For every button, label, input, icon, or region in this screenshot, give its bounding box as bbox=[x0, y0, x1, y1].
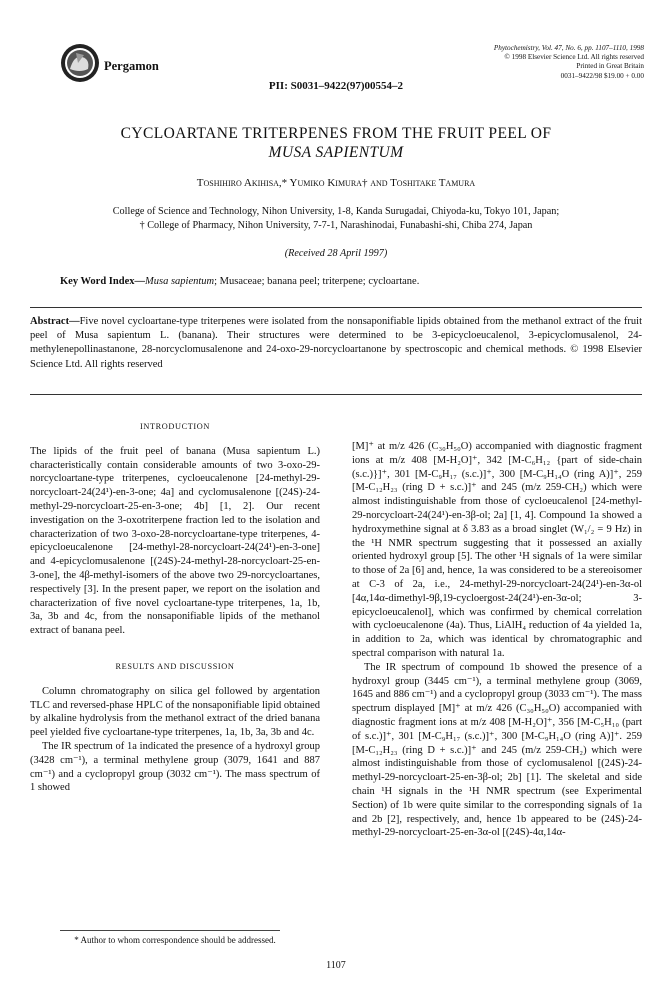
abstract-bottom-rule bbox=[30, 394, 642, 395]
page-number: 1107 bbox=[326, 960, 346, 971]
journal-copyright: © 1998 Elsevier Science Ltd. All rights reserved bbox=[504, 53, 644, 62]
affiliation-1: College of Science and Technology, Nihon University, 1-8, Kanda Surugadai, Chiyoda-ku, Tokyo 101, Japan; bbox=[112, 206, 560, 217]
abstract-text: Five novel cycloartane-type triterpenes were isolated from the nonsaponifiable lipids obtained from the methanol extract of the fruit peel of Musa sapientum L. (banana). Their structures were determined to be 3-epicycloeucalenol, 3-epicyclomusalenol, 24-methylenepollinastanone, 28-norcyclomusalenone and 24-oxo-29-norcycloartanone by spectroscopic and chemical methods. © 1998 Elsevier Science Ltd. All rights reserved bbox=[30, 316, 642, 370]
footnote-rule bbox=[60, 930, 280, 931]
abstract bbox=[30, 315, 642, 372]
received-date: (Received 28 April 1997) bbox=[284, 248, 388, 259]
section-heading-introduction: INTRODUCTION bbox=[140, 422, 210, 431]
results-paragraph-1: Column chromatography on silica gel followed by argentation TLC and reversed-phase HPLC of the nonsaponifiable lipid obtained by alkaline hydrolysis from the methanol extract of the dried banana peel yielded five cycloartane-type triterpenes, 1a, 1b, 3a, 3b and 4c. bbox=[30, 685, 320, 739]
keywords bbox=[60, 276, 620, 287]
journal-printed: Printed in Great Britain bbox=[576, 62, 644, 71]
title-line-2: MUSA SAPIENTUM bbox=[268, 144, 404, 161]
journal-citation: Phytochemistry, Vol. 47, No. 6, pp. 1107–1110, 1998 bbox=[493, 44, 644, 52]
keywords-label: Key Word Index— bbox=[60, 276, 145, 287]
publisher-name: Pergamon bbox=[104, 59, 159, 73]
introduction-paragraph: The lipids of the fruit peel of banana (Musa sapientum L.) characteristically contain considerable amounts of two 3-oxo-29-norcycloartane-type triterpenes, cycloeucalenone [24-methyl-29-norcycloart-24(24¹)-en-3-one; 4a] and cyclomusalenone [(24S)-24-methyl-29-norcycloart-25-en-3-one; 4b] [1, 2]. Our recent investigation on the 3-oxotriterpene fraction led to the isolation and characterization of two 3-oxo-28-norcycloartane-type triterpenes, 4-epicycloeucalenone [24-methyl-28-norcycloart-24(24¹)-en-3-one] and 4-epicyclomusalenone [(24S)-24-methyl-28-norcycloart-25-en-3-one], the 4β-methyl-isomers of the above two 29-norcycloartanes, respectively [3]. In the present paper, we report on the isolation and characterization of five novel cycloartane-type triterpenes, 1a, 1b, 3a, 3b and 4c, from the nonsaponifiable lipids of the methanol extract of banana peel. bbox=[30, 445, 320, 637]
left-column bbox=[30, 420, 320, 795]
results-paragraph-2: The IR spectrum of 1a indicated the presence of a hydroxyl group (3428 cm⁻¹), a terminal methylene group (3079, 1641 and 887 cm⁻¹) and a cyclopropyl group (3032 cm⁻¹). The mass spectrum of 1 showed bbox=[30, 740, 320, 794]
paper-title bbox=[40, 124, 632, 162]
right-column bbox=[352, 440, 642, 840]
footnote: * Author to whom correspondence should be addressed. bbox=[74, 935, 276, 945]
title-line-1: CYCLOARTANE TRITERPENES FROM THE FRUIT PEEL OF bbox=[120, 125, 552, 142]
right-paragraph-1: [M]⁺ at m/z 426 (C₃₀H₅₀O) accompanied with diagnostic fragment ions at m/z 408 [M-H₂O]⁺, 342 [M-C₆H₁₂ {part of side-chain (s.c.)}]⁺, 301 [M-C₉H₁₇ (s.c.)]⁺, 300 [M-C₉H₁₄O (ring A)]⁺, 259 [M-C₁₂H₂₃ (ring D + s.c.)]⁺ and 245 (m/z 259-CH₂) which were almost indistinguishable from those of cycloeucalenol [24-methyl-29-norcycloart-24(24¹)-en-3β-ol; 2a] [1, 4]. Compound 1a showed a hydroxymethine signal at δ 3.83 as a broad singlet (W₁/₂ = 9 Hz) in the ¹H NMR spectrum suggesting that it possessed an axially oriented hydroxyl group [5]. The other ¹H signals of 1a were similar to those of 2a [6] and, hence, 1a was considered to be a stereoisomer at C-3 of 2a, i.e., 24-methyl-29-norcycloart-24(24¹)-en-3α-ol [4α,14α-dimethyl-9β,19-cycloergost-24(24¹)-en-3α-ol; 3-epicycloeucalenol], which was confirmed by chemical correlation with cycloeucalenone (4a). Thus, LiAlH₄ reduction of 4a yielded 1a, in addition to 2a, which was identical by chromatographic and spectral comparison with natural 1a. bbox=[352, 441, 642, 659]
affiliation-2: † College of Pharmacy, Nihon University, 7-7-1, Narashinodai, Funabashi-shi, Chiba 274, Japan bbox=[139, 219, 533, 231]
section-heading-results: RESULTS AND DISCUSSION bbox=[115, 661, 235, 671]
abstract-label: Abstract— bbox=[30, 316, 80, 327]
pii-identifier: PII: S0031–9422(97)00554–2 bbox=[268, 80, 404, 92]
author-list: Toshihiro Akihisa,* Yumiko Kimura† and Toshitake Tamura bbox=[196, 177, 476, 189]
publisher-logo bbox=[60, 43, 100, 83]
right-paragraph-2: The IR spectrum of compound 1b showed the presence of a hydroxyl group (3445 cm⁻¹), a terminal methylene group (3069, 1645 and 886 cm⁻¹) and a cyclopropyl group (3033 cm⁻¹). The mass spectrum displayed [M]⁺ at m/z 426 (C₃₀H₅₀O) accompanied with diagnostic fragment ions at m/z 408 [M-H₂O]⁺, 356 [M-C₅H₁₀ (part of s.c.)]⁺, 301 [M-C₉H₁₇ (s.c.)]⁺, 300 [M-C₉H₁₄O (ring A)]⁺. 259 [M-C₁₂H₂₃ (ring D + s.c.)]⁺ and 245 (m/z 259-CH₂) which were almost indistinguishable from those of cyclomusalenol [(24S)-24-methyl-29-norcycloart-25-en-3β-ol; 2b] [1]. The skeletal and side chain ¹H signals in the ¹H NMR spectrum (see Experimental Section) of 1b were quite similar to the corresponding signals of 1a and 2b [2], respectively, and, hence 1b appeared to be (24S)-24-methyl-29-norcycloart-25-en-3α-ol [(24S)-4α,14α- bbox=[352, 661, 642, 839]
journal-issn: 0031–9422/98 $19.00 + 0.00 bbox=[560, 71, 644, 80]
journal-info bbox=[344, 44, 644, 81]
abstract-top-rule bbox=[30, 307, 642, 308]
keywords-species: Musa sapientum bbox=[144, 276, 215, 287]
affiliations bbox=[30, 205, 642, 232]
keywords-list: ; Musaceae; banana peel; triterpene; cycloartane. bbox=[214, 276, 420, 287]
